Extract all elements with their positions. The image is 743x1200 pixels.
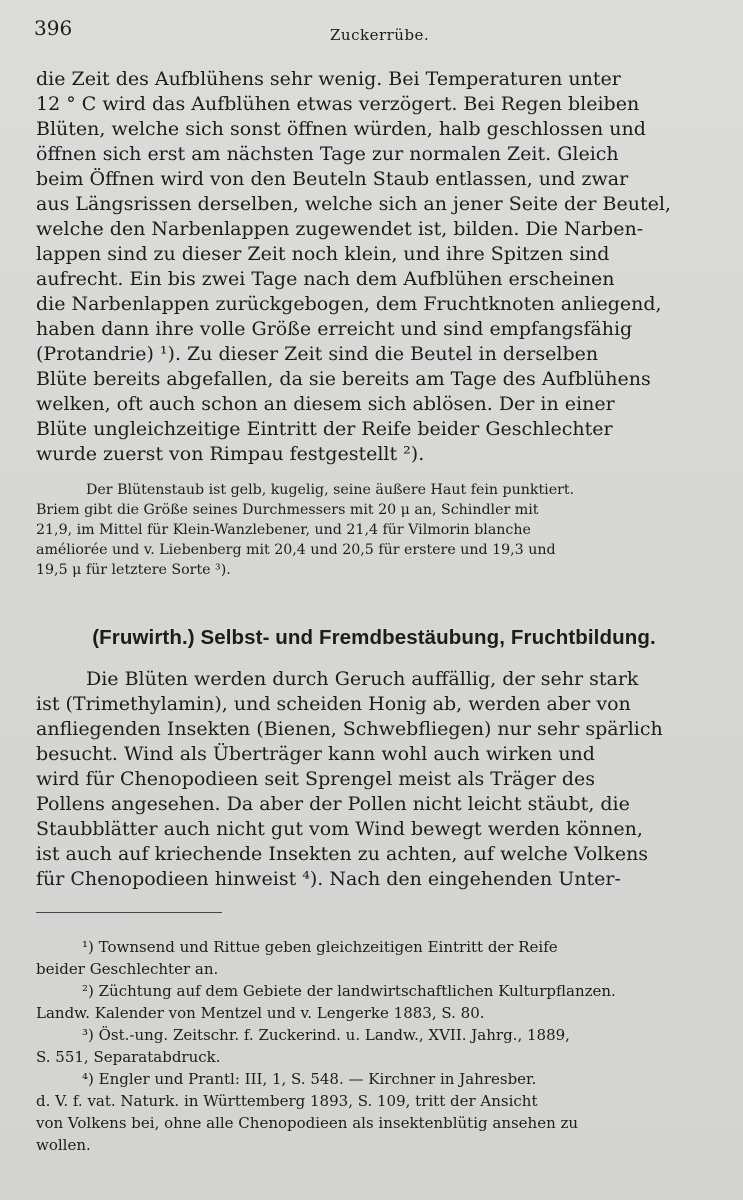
text-line: 19,5 μ für letztere Sorte ³). (36, 562, 231, 578)
footnote-line: ¹) Townsend und Rittue geben gleichzeitigen Eintritt der Reife (82, 938, 558, 956)
text-line: (Protandrie) ¹). Zu dieser Zeit sind die Beutel in derselben (36, 343, 599, 365)
text-line: Blüte ungleichzeitige Eintritt der Reife beider Geschlechter (36, 418, 613, 440)
text-line: welche den Narbenlappen zugewendet ist, bilden. Die Narben- (36, 218, 644, 240)
text-line: die Zeit des Aufblühens sehr wenig. Bei Temperaturen unter (36, 68, 621, 90)
text-line: 21,9, im Mittel für Klein-Wanzlebener, und 21,4 für Vilmorin blanche (36, 522, 531, 538)
text-line: welken, oft auch schon an diesem sich ablösen. Der in einer (36, 393, 615, 415)
footnote-line: ³) Öst.-ung. Zeitschr. f. Zuckerind. u. Landw., XVII. Jahrg., 1889, (82, 1026, 570, 1044)
footnote-line: ²) Züchtung auf dem Gebiete der landwirtschaftlichen Kulturpflanzen. (82, 982, 616, 1000)
footnote-line: Landw. Kalender von Mentzel und v. Lengerke 1883, S. 80. (36, 1004, 485, 1022)
footnote-line: d. V. f. vat. Naturk. in Württemberg 1893, S. 109, tritt der Ansicht (36, 1092, 538, 1110)
text-line: Staubblätter auch nicht gut vom Wind bewegt werden können, (36, 818, 643, 840)
text-line: Die Blüten werden durch Geruch auffällig, der sehr stark (86, 668, 639, 690)
footnote-line: von Volkens bei, ohne alle Chenopodieen als insektenblütig ansehen zu (36, 1114, 579, 1132)
text-line: anfliegenden Insekten (Bienen, Schwebfliegen) nur sehr spärlich (36, 718, 663, 740)
text-line: für Chenopodieen hinweist ⁴). Nach den eingehenden Unter- (36, 868, 621, 890)
text-line: Pollens angesehen. Da aber der Pollen nicht leicht stäubt, die (36, 793, 630, 815)
text-line: die Narbenlappen zurückgebogen, dem Fruchtknoten anliegend, (36, 293, 662, 315)
text-line: beim Öffnen wird von den Beuteln Staub entlassen, und zwar (36, 168, 629, 190)
text-line: aufrecht. Ein bis zwei Tage nach dem Aufblühen erscheinen (36, 268, 615, 290)
section-heading: (Fruwirth.) Selbst- und Fremdbestäubung, Fruchtbildung. (92, 626, 656, 649)
text-line: wird für Chenopodieen seit Sprengel meist als Träger des (36, 768, 596, 790)
footnote-line: wollen. (36, 1136, 91, 1154)
footnote-line: beider Geschlechter an. (36, 960, 219, 978)
text-line: améliorée und v. Liebenberg mit 20,4 und 20,5 für erstere und 19,3 und (36, 542, 556, 558)
text-line: 12 ° C wird das Aufblühen etwas verzögert. Bei Regen bleiben (36, 93, 640, 115)
footnote-divider (36, 912, 222, 913)
text-line: wurde zuerst von Rimpau festgestellt ²). (36, 443, 425, 465)
text-line: lappen sind zu dieser Zeit noch klein, und ihre Spitzen sind (36, 243, 610, 265)
text-line: Blüten, welche sich sonst öffnen würden, halb geschlossen und (36, 118, 646, 140)
footnote-line: S. 551, Separatabdruck. (36, 1048, 221, 1066)
text-line: Blüte bereits abgefallen, da sie bereits am Tage des Aufblühens (36, 368, 651, 390)
text-line: aus Längsrissen derselben, welche sich an jener Seite der Beutel, (36, 193, 671, 215)
text-line: ist (Trimethylamin), und scheiden Honig ab, werden aber von (36, 693, 631, 715)
running-title: Zuckerrübe. (330, 26, 430, 44)
page-number: 396 (34, 16, 73, 40)
page-header (34, 16, 713, 46)
text-line: Briem gibt die Größe seines Durchmessers mit 20 μ an, Schindler mit (36, 502, 539, 518)
text-line: besucht. Wind als Überträger kann wohl auch wirken und (36, 743, 595, 765)
text-line: öffnen sich erst am nächsten Tage zur normalen Zeit. Gleich (36, 143, 619, 165)
text-line: Der Blütenstaub ist gelb, kugelig, seine äußere Haut fein punktiert. (86, 482, 575, 498)
footnote-line: ⁴) Engler und Prantl: III, 1, S. 548. — Kirchner in Jahresber. (82, 1070, 537, 1088)
text-line: ist auch auf kriechende Insekten zu achten, auf welche Volkens (36, 843, 649, 865)
text-line: haben dann ihre volle Größe erreicht und sind empfangsfähig (36, 318, 633, 340)
